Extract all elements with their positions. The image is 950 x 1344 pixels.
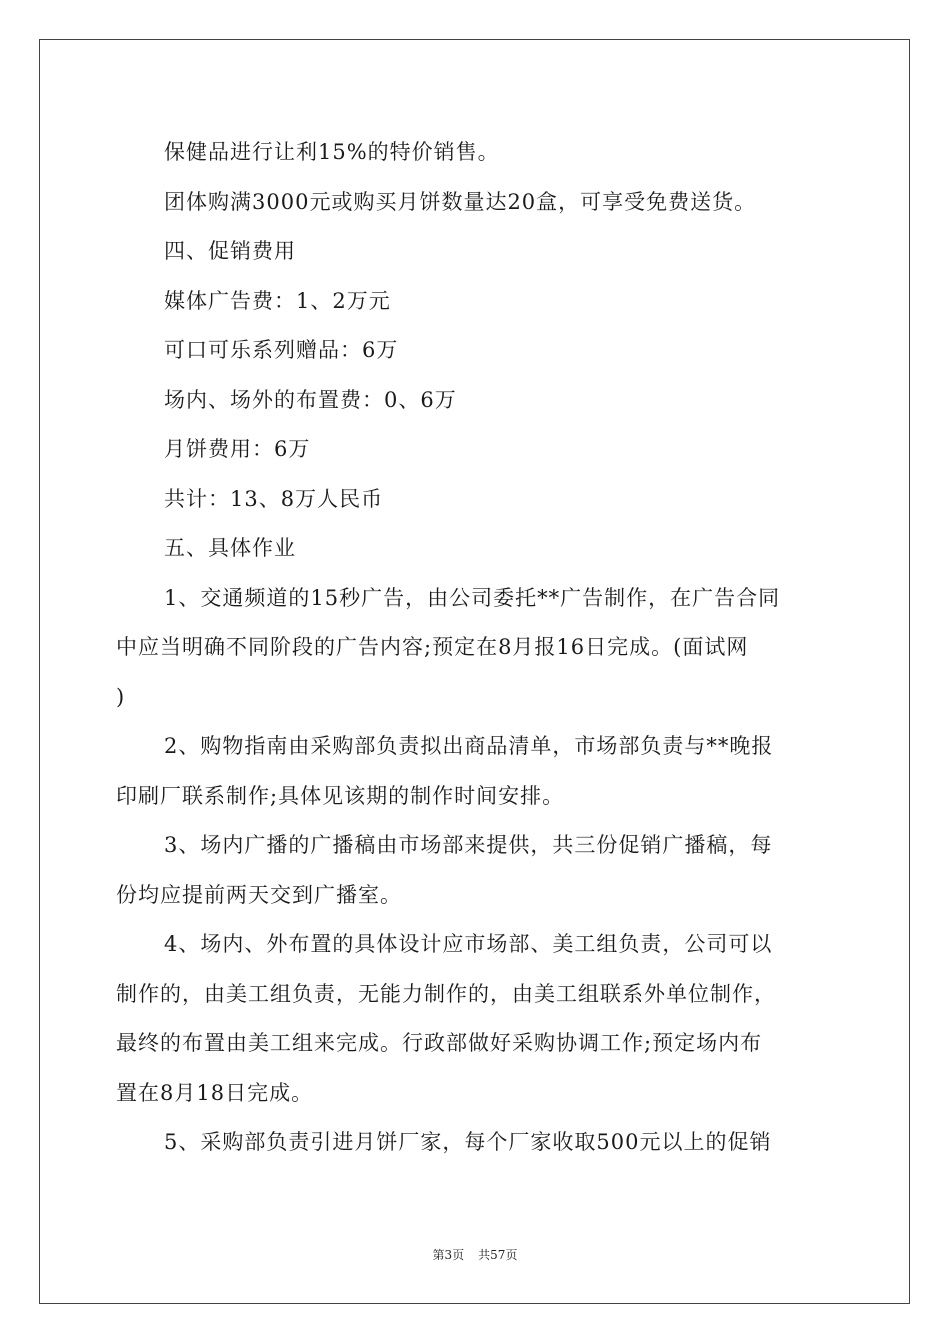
paragraph-line: 媒体广告费：1、2万元 [164, 288, 391, 313]
page-total: 共57页 [478, 1248, 518, 1262]
paragraph-line: 置在8月18日完成。 [116, 1080, 314, 1105]
section-heading: 五、具体作业 [164, 536, 296, 560]
paragraph-line: 场内、场外的布置费：0、6万 [164, 387, 457, 412]
paragraph-line: 5、采购部负责引进月饼厂家，每个厂家收取500元以上的促销 [164, 1130, 772, 1154]
paragraph-line: 制作的，由美工组负责，无能力制作的，由美工组联系外单位制作， [116, 981, 776, 1006]
section-heading: 四、促销费用 [164, 239, 296, 263]
paragraph-line: 印刷厂联系制作;具体见该期的制作时间安排。 [116, 783, 565, 808]
paragraph-line: 中应当明确不同阶段的广告内容;预定在8月报16日完成。(面试网 [116, 635, 749, 659]
paragraph-line: 1、交通频道的15秒广告，由公司委托**广告制作，在广告合同 [164, 585, 781, 610]
paragraph-line: ) [116, 684, 126, 709]
page-footer [0, 1246, 950, 1264]
paragraph-line: 2、购物指南由采购部负责拟出商品清单，市场部负责与**晚报 [164, 734, 774, 758]
paragraph-line: 最终的布置由美工组来完成。行政部做好采购协调工作;预定场内布 [116, 1031, 763, 1055]
paragraph-line: 3、场内广播的广播稿由市场部来提供，共三份促销广播稿，每 [164, 833, 773, 857]
paragraph-line: 月饼费用：6万 [164, 437, 311, 461]
paragraph-line: 团体购满3000元或购买月饼数量达20盒，可享受免费送货。 [164, 189, 757, 214]
paragraph-line: 份均应提前两天交到广播室。 [116, 882, 402, 907]
page-number: 第3页 [432, 1248, 465, 1262]
paragraph-line: 4、场内、外布置的具体设计应市场部、美工组负责，公司可以 [164, 932, 773, 956]
paragraph-line: 共计：13、8万人民币 [164, 486, 384, 511]
paragraph-line: 可口可乐系列赠品：6万 [164, 338, 399, 362]
paragraph-line: 保健品进行让利15%的特价销售。 [164, 140, 500, 164]
document-body [116, 128, 836, 1168]
